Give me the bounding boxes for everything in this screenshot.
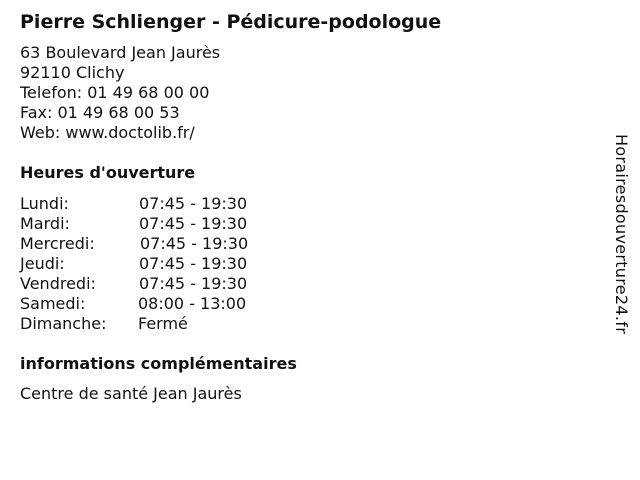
day-label: Samedi:: [20, 294, 86, 313]
day-label: Vendredi:: [20, 274, 96, 293]
brand-watermark: Horairesdouverture24.fr: [612, 134, 631, 335]
street-address: 63 Boulevard Jean Jaurès: [20, 43, 221, 62]
fax-number: Fax: 01 49 68 00 53: [20, 103, 180, 122]
contact-block: [20, 43, 220, 143]
day-label: Dimanche:: [20, 314, 107, 333]
day-label: Mardi:: [20, 214, 70, 233]
info-heading: informations complémentaires: [20, 354, 297, 373]
phone-number: Telefon: 01 49 68 00 00: [20, 83, 210, 102]
day-label: Mercredi:: [20, 234, 95, 253]
day-label: Lundi:: [20, 194, 69, 213]
website-link: Web: www.doctolib.fr/: [20, 123, 195, 142]
time-range: 07:45 - 19:30: [139, 194, 248, 213]
time-range: Fermé: [138, 314, 188, 333]
info-text: Centre de santé Jean Jaurès: [20, 384, 242, 403]
time-range: 07:45 - 19:30: [140, 234, 249, 253]
time-range: 07:45 - 19:30: [139, 214, 248, 233]
page-title: Pierre Schlienger - Pédicure-podologue: [20, 11, 442, 33]
time-range: 07:45 - 19:30: [139, 274, 248, 293]
hours-heading: Heures d'ouverture: [20, 163, 196, 182]
time-range: 08:00 - 13:00: [138, 294, 247, 313]
time-range: 07:45 - 19:30: [139, 254, 248, 273]
city-postcode: 92110 Clichy: [20, 63, 125, 82]
day-label: Jeudi:: [20, 254, 65, 273]
